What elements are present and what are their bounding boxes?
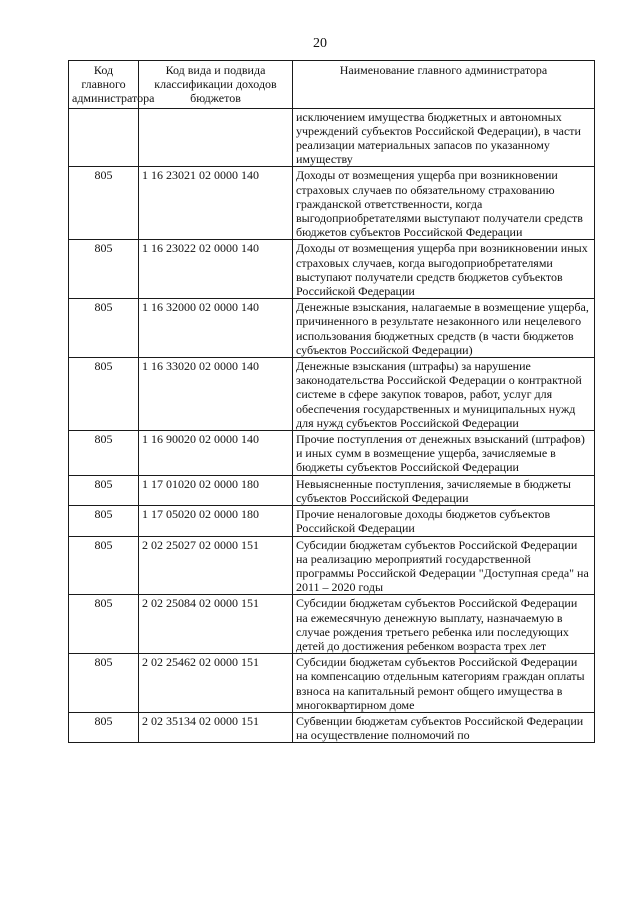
cell-revenue-code: 2 02 25462 02 0000 151: [139, 654, 293, 713]
cell-revenue-code: [139, 108, 293, 167]
header-admin-code: Код главного администратора: [69, 61, 139, 109]
cell-revenue-code: 1 16 90020 02 0000 140: [139, 431, 293, 476]
cell-revenue-code: 1 16 23022 02 0000 140: [139, 240, 293, 299]
cell-revenue-code: 1 16 33020 02 0000 140: [139, 358, 293, 431]
table-row: [69, 475, 595, 505]
cell-admin-name: Денежные взыскания (штрафы) за нарушение законодательства Российской Федерации о контрактной системе в сфере закупок товаров, работ, услуг для обеспечения государственных и муниципальных нужд для нужд субъектов Российской Федерации: [293, 358, 595, 431]
page-number: 20: [313, 36, 327, 51]
cell-admin-name: Невыясненные поступления, зачисляемые в бюджеты субъектов Российской Федерации: [293, 475, 595, 505]
cell-admin-name: Прочие поступления от денежных взысканий (штрафов) и иных сумм в возмещение ущерба, зачисляемые в бюджеты субъектов Российской Федерации: [293, 431, 595, 476]
cell-revenue-code: 1 17 05020 02 0000 180: [139, 506, 293, 536]
table-row: [69, 654, 595, 713]
cell-revenue-code: 2 02 25027 02 0000 151: [139, 536, 293, 595]
table-row: [69, 536, 595, 595]
table-row: [69, 712, 595, 742]
table-row: [69, 167, 595, 240]
cell-admin-name: Денежные взыскания, налагаемые в возмещение ущерба, причиненного в результате незаконного или нецелевого использования бюджетных средств (в части бюджетов субъектов Российской Федерации): [293, 299, 595, 358]
cell-admin-code: 805: [69, 654, 139, 713]
cell-admin-name: Субсидии бюджетам субъектов Российской Федерации на реализацию мероприятий государственной программы Российской Федерации "Доступная среда" на 2011 – 2020 годы: [293, 536, 595, 595]
table-row: [69, 108, 595, 167]
header-revenue-code: Код вида и подвида классификации доходов бюджетов: [139, 61, 293, 109]
table-header-row: [69, 61, 595, 109]
cell-admin-name: Субсидии бюджетам субъектов Российской Федерации на компенсацию отдельным категориям граждан оплаты взноса на капитальный ремонт общего имущества в многоквартирном доме: [293, 654, 595, 713]
revenue-administrators-table: [68, 60, 595, 743]
cell-admin-name: Доходы от возмещения ущерба при возникновении страховых случаев по обязательному страхованию гражданской ответственности, когда выгодоприобретателями выступают получатели средств бюджетов субъектов Российской Федерации: [293, 167, 595, 240]
cell-admin-name: Прочие неналоговые доходы бюджетов субъектов Российской Федерации: [293, 506, 595, 536]
cell-admin-code: 805: [69, 712, 139, 742]
cell-admin-code: 805: [69, 595, 139, 654]
cell-admin-name: исключением имущества бюджетных и автономных учреждений субъектов Российской Федерации), в части реализации материальных запасов по указанному имуществу: [293, 108, 595, 167]
cell-admin-code: 805: [69, 299, 139, 358]
cell-admin-code: 805: [69, 536, 139, 595]
cell-revenue-code: 1 17 01020 02 0000 180: [139, 475, 293, 505]
table-row: [69, 506, 595, 536]
cell-admin-name: Субвенции бюджетам субъектов Российской Федерации на осуществление полномочий по: [293, 712, 595, 742]
table-row: [69, 299, 595, 358]
cell-admin-code: 805: [69, 167, 139, 240]
cell-revenue-code: 2 02 35134 02 0000 151: [139, 712, 293, 742]
cell-admin-code: 805: [69, 431, 139, 476]
cell-revenue-code: 1 16 32000 02 0000 140: [139, 299, 293, 358]
cell-revenue-code: 1 16 23021 02 0000 140: [139, 167, 293, 240]
cell-admin-name: Доходы от возмещения ущерба при возникновении иных страховых случаев, когда выгодоприобретателями выступают получатели средств бюджетов субъектов Российской Федерации: [293, 240, 595, 299]
table-row: [69, 431, 595, 476]
cell-revenue-code: 2 02 25084 02 0000 151: [139, 595, 293, 654]
header-admin-name: Наименование главного администратора: [293, 61, 595, 109]
cell-admin-code: [69, 108, 139, 167]
table-row: [69, 240, 595, 299]
table-row: [69, 595, 595, 654]
cell-admin-code: 805: [69, 358, 139, 431]
cell-admin-code: 805: [69, 475, 139, 505]
cell-admin-code: 805: [69, 506, 139, 536]
cell-admin-name: Субсидии бюджетам субъектов Российской Федерации на ежемесячную денежную выплату, назначаемую в случае рождения третьего ребенка или последующих детей до достижения ребенком возраста трех лет: [293, 595, 595, 654]
cell-admin-code: 805: [69, 240, 139, 299]
table-row: [69, 358, 595, 431]
